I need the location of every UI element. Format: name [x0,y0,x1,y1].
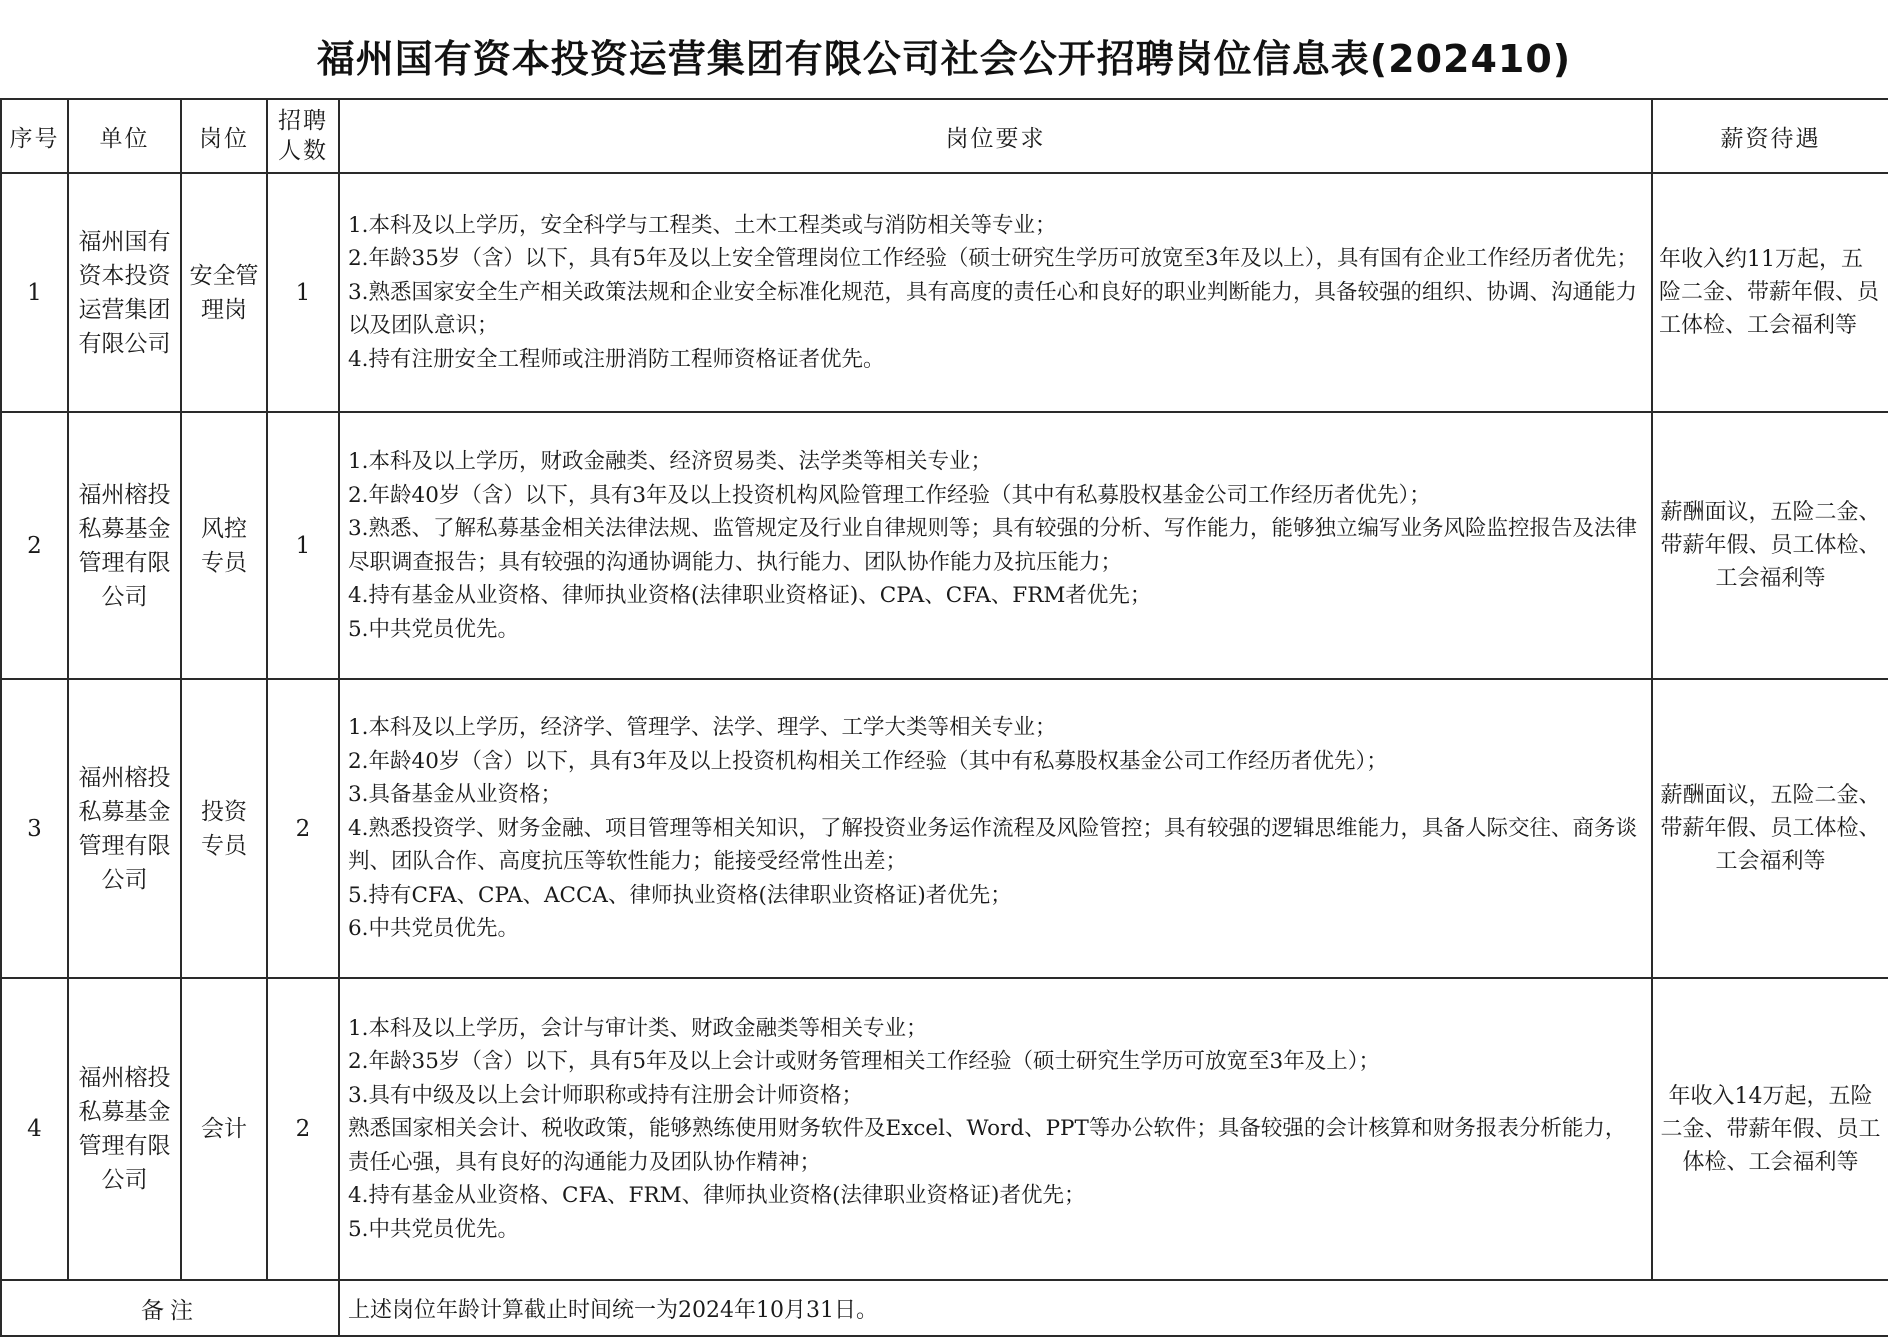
header-row [1,99,1888,173]
requirement-line: 5.持有CFA、CPA、ACCA、律师执业资格(法律职业资格证)者优先； [348,882,1012,908]
row-unit: 福州国有资本投资运营集团有限公司 [68,173,181,412]
header-salary: 薪资待遇 [1652,99,1888,173]
row-unit: 福州榕投私募基金管理有限公司 [68,679,181,978]
requirement-line: 2.年龄35岁（含）以下，具有5年及以上安全管理岗位工作经验（硕士研究生学历可放宽至3年及以上），具有国有企业工作经历者优先； [348,246,1638,272]
header-position: 岗位 [181,99,267,173]
note-label: 备注 [1,1280,339,1336]
header-count: 招聘人数 [267,99,339,173]
row-seq: 1 [1,173,68,412]
requirement-line: 1.本科及以上学历，安全科学与工程类、土木工程类或与消防相关等专业； [348,212,1057,238]
requirement-line: 4.持有注册安全工程师或注册消防工程师资格证者优先。 [348,346,885,372]
row-requirements [339,173,1652,412]
requirement-line: 4.熟悉投资学、财务金融、项目管理等相关知识，了解投资业务运作流程及风险管控；具有较强的逻辑思维能力，具备人际交往、商务谈判、团队合作、高度抗压等软性能力；能接受经常性出差； [348,815,1638,875]
requirement-line: 3.熟悉、了解私募基金相关法律法规、监管规定及行业自律规则等；具有较强的分析、写作能力，能够独立编写业务风险监控报告及法律尽职调查报告；具有较强的沟通协调能力、执行能力、团队协作能力及抗压能力； [348,516,1638,575]
row-salary: 年收入约11万起，五险二金、带薪年假、员工体检、工会福利等 [1652,173,1888,412]
row-seq: 4 [1,978,68,1280]
requirement-line: 1.本科及以上学历，会计与审计类、财政金融类等相关专业； [348,1015,928,1041]
requirement-line: 4.持有基金从业资格、律师执业资格(法律职业资格证)、CPA、CFA、FRM者优先； [348,583,1152,608]
requirement-line: 熟悉国家相关会计、税收政策，能够熟练使用财务软件及Excel、Word、PPT等办公软件；具备较强的会计核算和财务报表分析能力，责任心强，具有良好的沟通能力及团队协作精神； [348,1116,1627,1175]
row-salary: 薪酬面议，五险二金、带薪年假、员工体检、工会福利等 [1652,412,1888,679]
requirement-line: 1.本科及以上学历，经济学、管理学、法学、理学、工学大类等相关专业； [348,715,1057,741]
requirement-line: 5.中共党员优先。 [348,1216,520,1242]
row-unit: 福州榕投私募基金管理有限公司 [68,978,181,1280]
row-count: 1 [267,412,339,679]
row-requirements [339,679,1652,978]
header-unit: 单位 [68,99,181,173]
requirement-line: 6.中共党员优先。 [348,916,520,942]
requirement-line: 5.中共党员优先。 [348,616,520,642]
table-row [1,412,1888,679]
row-position: 风控专员 [181,412,267,679]
table-row [1,679,1888,978]
table-row [1,173,1888,412]
table-row [1,978,1888,1280]
row-requirements [339,412,1652,679]
page-title: 福州国有资本投资运营集团有限公司社会公开招聘岗位信息表(202410) [316,37,1572,81]
requirement-line: 2.年龄40岁（含）以下，具有3年及以上投资机构风险管理工作经验（其中有私募股权基金公司工作经历者优先）； [348,482,1431,508]
row-salary: 年收入14万起，五险二金、带薪年假、员工体检、工会福利等 [1652,978,1888,1280]
row-count: 1 [267,173,339,412]
requirement-line: 4.持有基金从业资格、CFA、FRM、律师执业资格(法律职业资格证)者优先； [348,1183,1086,1209]
requirement-line: 1.本科及以上学历，财政金融类、经济贸易类、法学类等相关专业； [348,449,993,474]
note-row [1,1280,1888,1336]
row-count: 2 [267,679,339,978]
note-text: 上述岗位年龄计算截止时间统一为2024年10月31日。 [339,1280,1888,1336]
requirement-line: 2.年龄40岁（含）以下，具有3年及以上投资机构相关工作经验（其中有私募股权基金公司工作经历者优先）； [348,748,1388,774]
row-requirements [339,978,1652,1280]
requirement-line: 3.具有中级及以上会计师职称或持有注册会计师资格； [348,1082,864,1108]
row-count: 2 [267,978,339,1280]
row-salary: 薪酬面议，五险二金、带薪年假、员工体检、工会福利等 [1652,679,1888,978]
row-seq: 3 [1,679,68,978]
requirement-line: 3.熟悉国家安全生产相关政策法规和企业安全标准化规范，具有高度的责任心和良好的职业判断能力，具备较强的组织、协调、沟通能力以及团队意识； [348,279,1638,339]
row-position: 投资专员 [181,679,267,978]
row-position: 会计 [181,978,267,1280]
requirement-line: 3.具备基金从业资格； [348,782,563,808]
requirement-line: 2.年龄35岁（含）以下，具有5年及以上会计或财务管理相关工作经验（硕士研究生学历可放宽至3年及上）； [348,1049,1380,1075]
row-seq: 2 [1,412,68,679]
job-table [0,98,1888,1337]
row-position: 安全管理岗 [181,173,267,412]
row-unit: 福州榕投私募基金管理有限公司 [68,412,181,679]
header-requirements: 岗位要求 [339,99,1652,173]
header-seq: 序号 [1,99,68,173]
